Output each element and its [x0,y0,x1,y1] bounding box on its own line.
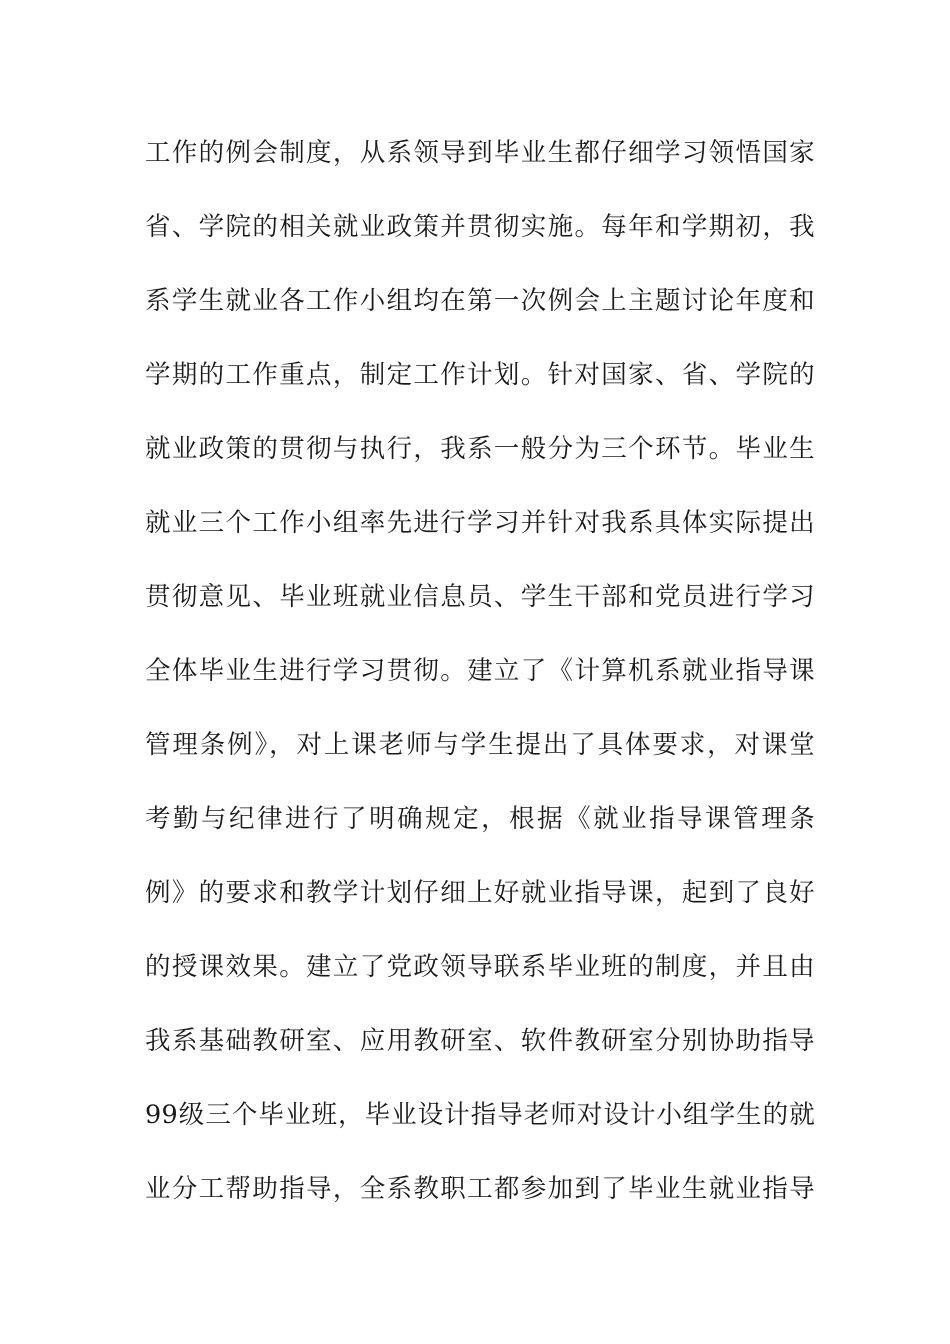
text-line: 业分工帮助指导，全系教职工都参加到了毕业生就业指导 [145,1174,815,1204]
text-line: 就业政策的贯彻与执行，我系一般分为三个环节。毕业生 [145,434,815,464]
text-line: 我系基础教研室、应用教研室、软件教研室分别协助指导 [145,1026,815,1056]
text-line: 贯彻意见、毕业班就业信息员、学生干部和党员进行学习 [145,582,815,612]
text-line: 全体毕业生进行学习贯彻。建立了《计算机系就业指导课 [145,656,815,686]
text-line: 系学生就业各工作小组均在第一次例会上主题讨论年度和 [145,286,815,316]
text-line: 的授课效果。建立了党政领导联系毕业班的制度，并且由 [145,952,815,982]
text-line: 考勤与纪律进行了明确规定，根据《就业指导课管理条 [145,804,815,834]
text-line: 例》的要求和教学计划仔细上好就业指导课，起到了良好 [145,878,815,908]
text-line: 省、学院的相关就业政策并贯彻实施。每年和学期初，我 [145,212,815,242]
text-line: 99级三个毕业班，毕业设计指导老师对设计小组学生的就 [145,1100,815,1130]
text-line: 学期的工作重点，制定工作计划。针对国家、省、学院的 [145,360,815,390]
text-line: 管理条例》，对上课老师与学生提出了具体要求，对课堂 [145,730,815,760]
body-text [145,123,815,1233]
text-line: 就业三个工作小组率先进行学习并针对我系具体实际提出 [145,508,815,538]
text-line: 工作的例会制度，从系领导到毕业生都仔细学习领悟国家 [145,138,815,168]
